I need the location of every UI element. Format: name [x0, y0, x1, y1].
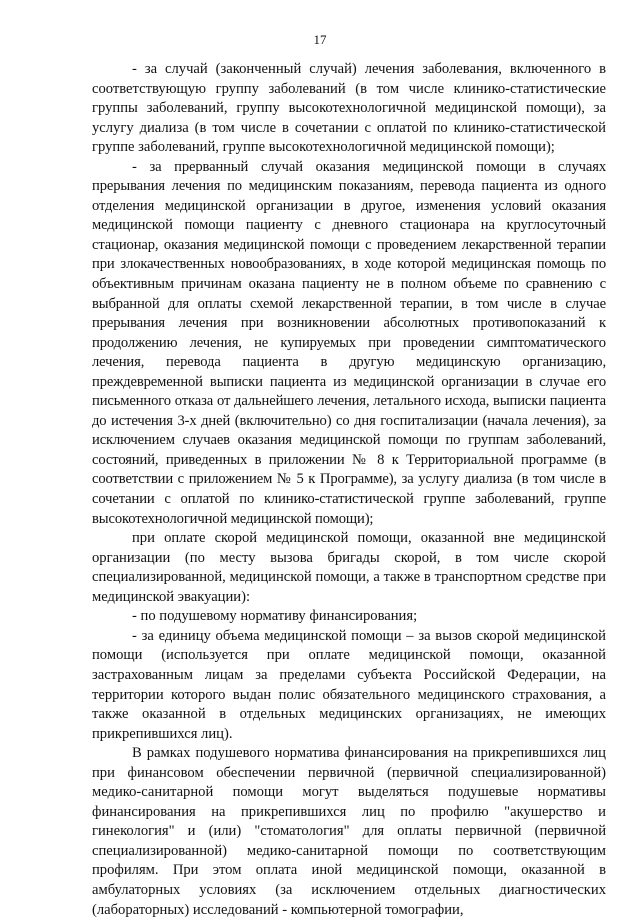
- paragraph-per-capita: - по подушевому нормативу финансирования;: [132, 608, 418, 625]
- page-number: 17: [313, 32, 327, 47]
- paragraph-per-capita-norms: В рамках подушевого норматива финансирования на прикрепившихся лиц при финансовом обеспечении первичной (первичной специализированной) медико-санитарной помощи могут выделяться подушевые нормативы финансирования на прикрепившихся лиц по профилю "акушерство и гинекология" и (или) "стоматология" для оплаты первичной (первичной специализированной) медико-санитарной помощи по соответствующим профилям. При этом оплата иной медицинской помощи, оказанной в амбулаторных условиях (за исключением отдельных диагностических (лабораторных) исследований - компьютерной томографии,: [92, 745, 606, 918]
- paragraph-ambulance-payment: при оплате скорой медицинской помощи, оказанной вне медицинской организации (по месту вызова бригады скорой, в том числе скорой специализированной, медицинской помощи, а также в транспортном средстве при медицинской эвакуации):: [92, 530, 606, 605]
- paragraph-per-call: - за единицу объема медицинской помощи – за вызов скорой медицинской помощи (используется при оплате медицинской помощи, оказанной застрахованным лицам за пределами субъекта Российской Федерации, на территории которого выдан полис обязательного медицинского страхования, а также оказанной в отдельных медицинских организациях, не имеющих прикрепившихся лиц).: [92, 627, 606, 742]
- paragraph-case-completed: - за случай (законченный случай) лечения заболевания, включенного в соответствующую группу заболеваний (в том числе клинико-статистические группы заболеваний, группу высокотехнологичной медицинской помощи), за услугу диализа (в том числе в сочетании с оплатой по клинико-статистической группе заболеваний, группе высокотехнологичной медицинской помощи);: [92, 61, 606, 156]
- paragraph-case-interrupted: - за прерванный случай оказания медицинской помощи в случаях прерывания лечения по медицинским показаниям, перевода пациента из одного отделения медицинской организации в другое, изменения условий оказания медицинской помощи пациенту с дневного стационара на круглосуточный стационар, оказания медицинской помощи с проведением лекарственной терапии при злокачественных новообразованиях, в ходе которой медицинская помощь по объективным причинам оказана пациенту не в полном объеме по сравнению с выбранной для оплаты схемой лекарственной терапии, в том числе в случае прерывания лечения при возникновении абсолютных противопоказаний к продолжению лечения, не купируемых при проведении симптоматического лечения, перевода пациента в другую медицинскую организацию, преждевременной выписки пациента из медицинской организации в случае его письменного отказа от дальнейшего лечения, летального исхода, выписки пациента до истечения 3-х дней (включительно) со дня госпитализации (начала лечения), за исключением случаев оказания медицинской помощи по группам заболеваний, состояний, приведенных в приложении № 8 к Территориальной программе (в соответствии с приложением № 5 к Программе), за услугу диализа (в том числе в сочетании с оплатой по клинико-статистической группе заболеваний, группе высокотехнологичной медицинской помощи);: [92, 158, 606, 527]
- body-text: [92, 60, 606, 920]
